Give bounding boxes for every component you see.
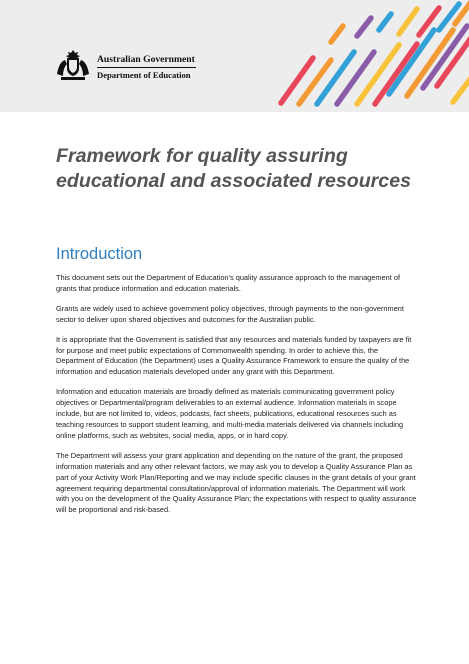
diagonal-stripes-graphic	[239, 0, 469, 112]
government-wordmark	[97, 54, 196, 80]
org-line-1: Australian Government	[97, 54, 195, 65]
paragraph: The Department will assess your grant application and depending on the nature of the grant, the proposed information materials and any other relevant factors, we may ask you to develop a Quality Assurance Plan as part of your Activity Work Plan/Reporting and we may include specific clauses in the grant details of your grant agreement requiring departmental consultation/approval of information materials. The Department will work with you on the development of the Quality Assurance Plan; the expectations with respect to quality assurance will be proportional and risk-based.	[56, 450, 417, 515]
body-text	[56, 273, 418, 525]
paragraph: This document sets out the Department of Education's quality assurance approach to the management of grants that produce information and education materials.	[56, 273, 401, 293]
header-band	[0, 0, 469, 112]
paragraph: It is appropriate that the Government is satisfied that any resources and materials funded by taxpayers are fit for purpose and meet public expectations of Commonwealth spending. In order to achieve this, the Department of Education (the Department) uses a Quality Assurance Framework to ensure the quality of the information and education materials developed under any grant with this Department.	[56, 334, 412, 377]
paragraph: Grants are widely used to achieve government policy objectives, through payments to the non-government sector to deliver upon shared objectives and outcomes for the Australian public.	[56, 303, 404, 324]
document-title: Framework for quality assuring educational and associated resources	[56, 145, 412, 192]
coat-of-arms-icon	[55, 48, 91, 82]
paragraph: Information and education materials are broadly defined as materials communicating government policy objectives or Departmental/program deliverables to an external audience. Information materials in scope include, but are not limited to, videos, podcasts, fact sheets, publications, educational resources such as teaching resources to support student learning, and multi-media materials delivered via channels including online platforms, such as websites, social media, apps, or in hard copy.	[56, 387, 404, 440]
wordmark-divider	[97, 67, 196, 68]
section-heading-introduction: Introduction	[56, 245, 143, 263]
org-line-2: Department of Education	[97, 70, 191, 80]
